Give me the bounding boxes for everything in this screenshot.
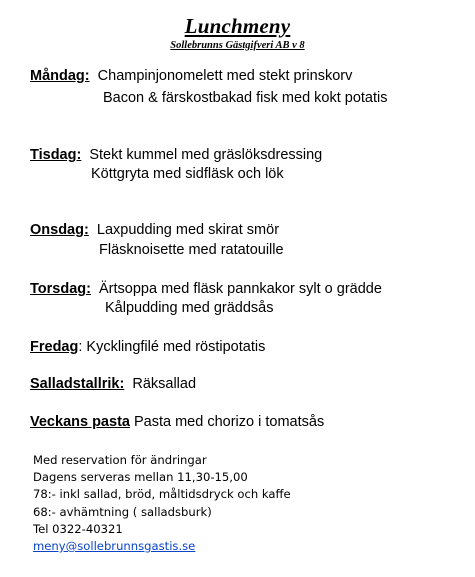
day-label-pasta: Veckans pasta [30,414,130,430]
friday-colon: : [78,339,83,355]
footer-price-dine-in: 78:- inkl sallad, bröd, måltidsdryck och kaffe [33,487,291,502]
dish-wednesday-2: Fläsknoisette med ratatouille [99,242,284,258]
day-label-friday: Fredag [30,339,79,355]
footer-info [33,452,291,555]
footer-phone: Tel 0322-40321 [33,521,123,536]
dish-thursday-2: Kålpudding med gräddsås [105,300,274,316]
day-label-wednesday: Onsdag: [30,222,89,238]
footer-reservation: Med reservation för ändringar [33,453,207,467]
pasta-row [30,414,324,430]
dish-tuesday-2: Köttgryta med sidfläsk och lök [91,166,284,182]
footer-serving-hours: Dagens serveras mellan 11,30-15,00 [33,470,248,485]
tuesday-row [30,147,322,163]
page-subtitle: Sollebrunns Gästgifveri AB v 8 [170,40,305,51]
dish-monday-1: Champinjonomelett med stekt prinskorv [97,68,353,84]
day-label-salad: Salladstallrik: [30,376,125,392]
dish-friday-1: Kycklingfilé med röstipotatis [86,339,266,355]
email-link[interactable]: meny@sollebrunnsgastis.se [33,538,196,553]
dish-monday-2: Bacon & färskostbakad fisk med kokt potatis [103,90,388,106]
wednesday-row [30,222,279,238]
day-label-monday: Måndag: [30,68,90,84]
dish-pasta-1: Pasta med chorizo i tomatsås [134,414,325,430]
page-title: Lunchmeny [184,14,291,38]
dish-tuesday-1: Stekt kummel med gräslöksdressing [89,147,323,163]
salad-row [30,376,196,392]
footer-price-takeaway: 68:- avhämtning ( salladsburk) [33,504,212,519]
dish-wednesday-1: Laxpudding med skirat smör [96,222,280,238]
monday-row [30,68,352,84]
dish-salad-1: Räksallad [132,376,197,392]
friday-row [30,339,265,355]
day-label-tuesday: Tisdag: [30,147,82,163]
dish-thursday-1: Ärtsoppa med fläsk pannkakor sylt o grädde [99,281,382,297]
thursday-row [30,281,382,297]
day-label-thursday: Torsdag: [30,281,91,297]
